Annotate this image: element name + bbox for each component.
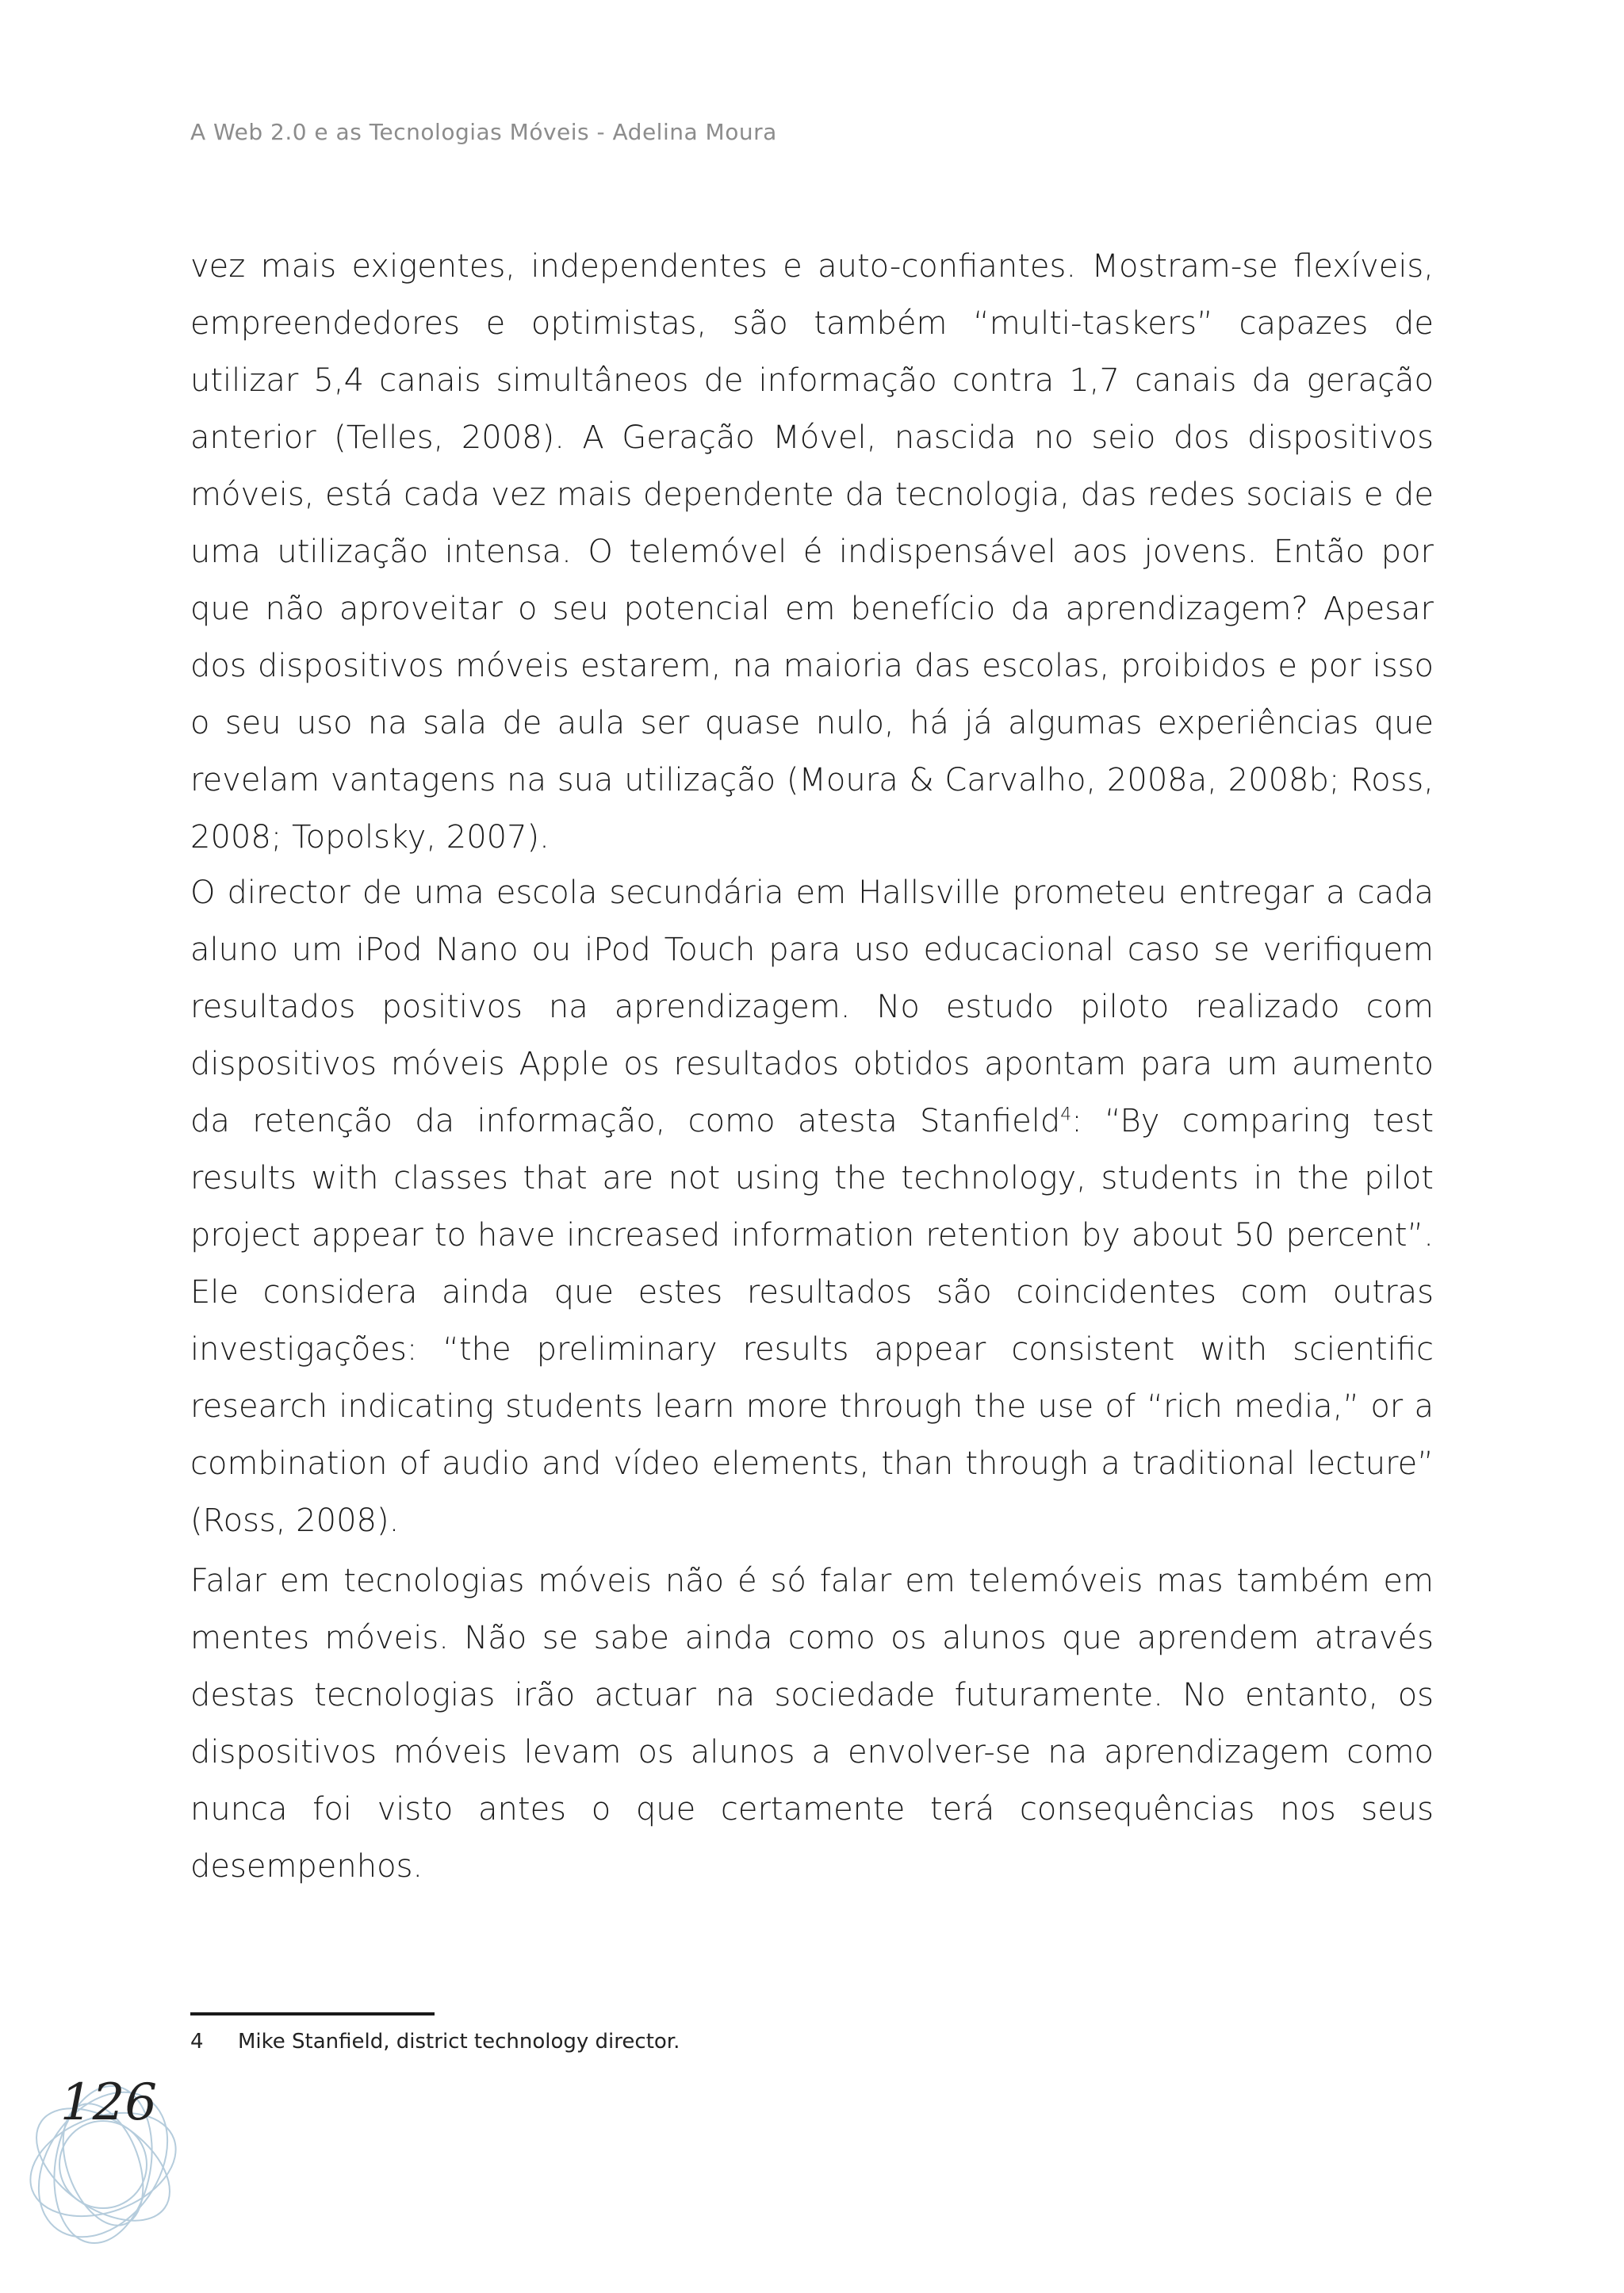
footnote xyxy=(190,2030,680,2054)
footnote-number: 4 xyxy=(190,2030,204,2054)
paragraph-2 xyxy=(190,864,1434,1549)
paragraph-2-text-b: : “By comparing test results with classes that are not using the technology, students in the pilot project appear to have increased information retention by about 50 percent”. Ele considera ainda que estes resultados são coincidentes com outras investigações: “the preliminary results appear consistent with scientific research indicating students learn more through the use of “rich media,” or a combination of audio and vídeo elements, than through a traditional lecture” (Ross, 2008). xyxy=(190,1103,1434,1539)
page-number: 126 xyxy=(59,2073,158,2132)
paragraph-2-text-a: O director de uma escola secundária em Hallsville prometeu entregar a cada aluno um iPod Nano ou iPod Touch para uso educacional caso se verifiquem resultados positivos na aprendizagem. No estudo piloto realizado com dispositivos móveis Apple os resultados obtidos apontam para um aumento da retenção da informação, como atesta Stanfield xyxy=(190,875,1434,1139)
footnote-divider xyxy=(190,2012,435,2015)
paragraph-1: vez mais exigentes, independentes e auto-confiantes. Mostram-se flexíveis, empreendedores e optimistas, são também “multi-taskers” capazes de utilizar 5,4 canais simultâneos de informação contra 1,7 canais da geração anterior (Telles, 2008). A Geração Móvel, nascida no seio dos dispositivos móveis, está cada vez mais dependente da tecnologia, das redes sociais e de uma utilização intensa. O telemóvel é indispensável aos jovens. Então por que não aproveitar o seu potencial em benefício da aprendizagem? Apesar dos dispositivos móveis estarem, na maioria das escolas, proibidos e por isso o seu uso na sala de aula ser quase nulo, há já algumas experiências que revelam vantagens na sua utilização (Moura & Carvalho, 2008a, 2008b; Ross, 2008; Topolsky, 2007). xyxy=(190,248,1434,856)
paragraph-3: Falar em tecnologias móveis não é só falar em telemóveis mas também em mentes móveis. Não se sabe ainda como os alunos que aprendem através destas tecnologias irão actuar na sociedade futuramente. No entanto, os dispositivos móveis levam os alunos a envolver-se na aprendizagem como nunca foi visto antes o que certamente terá consequências nos seus desempenhos. xyxy=(190,1563,1434,1885)
footnote-reference: 4 xyxy=(1060,1104,1072,1125)
running-header: A Web 2.0 e as Tecnologias Móveis - Adelina Moura xyxy=(190,119,777,145)
footnote-text: Mike Stanfield, district technology director. xyxy=(238,2030,680,2054)
